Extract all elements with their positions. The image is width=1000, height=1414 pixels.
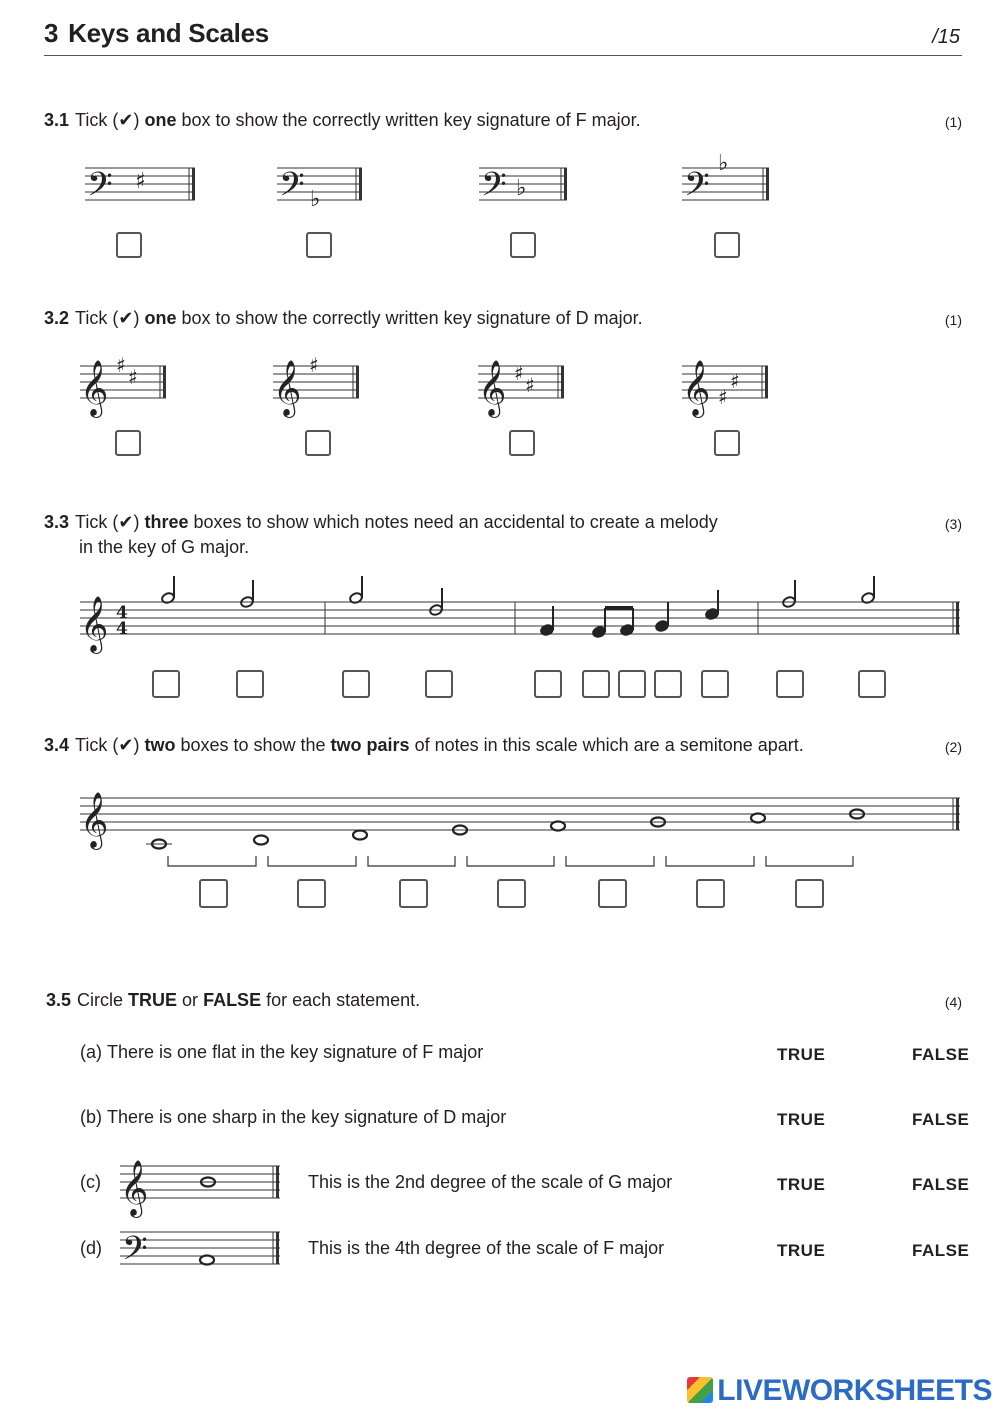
q-bold: one bbox=[144, 308, 177, 328]
q-bold: FALSE bbox=[203, 990, 262, 1010]
q-text: or bbox=[177, 990, 204, 1010]
marks-3-2: (1) bbox=[944, 312, 962, 328]
false-option-a[interactable]: FALSE bbox=[912, 1045, 970, 1064]
q-bold: two pairs bbox=[330, 735, 410, 755]
staff-3-2-c bbox=[478, 352, 564, 416]
statement-a bbox=[80, 1042, 483, 1063]
answer-box-3-3-1[interactable] bbox=[152, 670, 180, 698]
answer-box-3-1-a[interactable] bbox=[116, 232, 142, 258]
melody-staff-3-3 bbox=[80, 588, 960, 652]
tick-icon: ✔ bbox=[118, 512, 134, 532]
staff-d bbox=[120, 1228, 280, 1276]
answer-box-3-3-8[interactable] bbox=[654, 670, 682, 698]
question-number: 3.3 bbox=[44, 512, 70, 532]
staff-3-2-d bbox=[682, 352, 768, 416]
tick-icon: ✔ bbox=[118, 308, 134, 328]
bass-clef-icon: 𝄢 bbox=[122, 1230, 148, 1276]
question-3-2 bbox=[44, 308, 643, 329]
statement-b bbox=[80, 1107, 506, 1128]
logo-icon bbox=[687, 1377, 713, 1403]
q-text: Tick ( bbox=[75, 308, 119, 328]
statement-c-label: (c) bbox=[80, 1172, 101, 1192]
q-text: ) bbox=[133, 110, 145, 130]
sharp-icon: ♯ bbox=[116, 353, 126, 377]
question-number: 3.1 bbox=[44, 110, 70, 130]
sharp-icon: ♯ bbox=[514, 361, 524, 385]
time-signature-top: 4 bbox=[116, 603, 128, 623]
q-text: box to show the correctly written key signature of F major. bbox=[176, 110, 641, 130]
flat-icon: ♭ bbox=[718, 151, 729, 176]
answer-box-3-3-4[interactable] bbox=[425, 670, 453, 698]
flat-icon: ♭ bbox=[516, 176, 527, 201]
answer-box-3-1-d[interactable] bbox=[714, 232, 740, 258]
statement-d-label: (d) bbox=[80, 1238, 102, 1258]
statement-c-text: This is the 2nd degree of the scale of G major bbox=[308, 1172, 673, 1192]
statement-label: (b) bbox=[80, 1107, 102, 1127]
treble-clef-icon: 𝄞 bbox=[273, 360, 302, 416]
staff-3-1-b bbox=[277, 162, 362, 210]
answer-box-3-3-3[interactable] bbox=[342, 670, 370, 698]
sharp-icon: ♯ bbox=[525, 373, 535, 397]
note-whole bbox=[200, 1256, 214, 1265]
section-number: 3 bbox=[44, 18, 59, 48]
note-whole bbox=[751, 814, 765, 823]
answer-box-3-4-5[interactable] bbox=[598, 879, 627, 908]
answer-box-3-3-11[interactable] bbox=[858, 670, 886, 698]
q-text: of notes in this scale which are a semitone apart. bbox=[409, 735, 804, 755]
sharp-icon: ♯ bbox=[718, 385, 728, 409]
q-bold: TRUE bbox=[128, 990, 178, 1010]
question-3-1 bbox=[44, 110, 641, 131]
answer-box-3-2-d[interactable] bbox=[714, 430, 740, 456]
liveworksheets-logo[interactable] bbox=[687, 1374, 992, 1408]
q-bold: two bbox=[144, 735, 176, 755]
answer-box-3-4-4[interactable] bbox=[497, 879, 526, 908]
logo-text: LIVEWORKSHEETS bbox=[717, 1374, 992, 1407]
staff-3-1-c bbox=[479, 162, 567, 210]
section-title bbox=[44, 18, 269, 49]
question-3-3 bbox=[44, 512, 718, 533]
treble-clef-icon: 𝄞 bbox=[478, 360, 507, 416]
note-whole bbox=[353, 831, 367, 840]
flat-icon: ♭ bbox=[310, 187, 321, 212]
time-signature-bottom: 4 bbox=[116, 619, 128, 639]
q-text: box to show the correctly written key signature of D major. bbox=[176, 308, 643, 328]
question-3-4 bbox=[44, 735, 804, 756]
q-text: Circle bbox=[77, 990, 129, 1010]
scale-staff-3-4 bbox=[80, 790, 960, 880]
total-score: /15 bbox=[932, 26, 960, 48]
false-option-b[interactable]: FALSE bbox=[912, 1110, 970, 1129]
answer-box-3-2-a[interactable] bbox=[115, 430, 141, 456]
answer-box-3-2-b[interactable] bbox=[305, 430, 331, 456]
treble-clef-icon: 𝄞 bbox=[80, 360, 109, 416]
answer-box-3-1-b[interactable] bbox=[306, 232, 332, 258]
question-3-5 bbox=[46, 990, 420, 1011]
answer-box-3-1-c[interactable] bbox=[510, 232, 536, 258]
question-number: 3.5 bbox=[46, 990, 72, 1010]
false-option-d[interactable]: FALSE bbox=[912, 1241, 970, 1260]
answer-box-3-3-9[interactable] bbox=[701, 670, 729, 698]
statement-text: There is one flat in the key signature of F major bbox=[107, 1042, 484, 1062]
staff-3-2-a bbox=[80, 352, 166, 416]
q-text: ) bbox=[133, 308, 145, 328]
true-option-c[interactable]: TRUE bbox=[777, 1175, 826, 1194]
treble-clef-icon: 𝄞 bbox=[682, 360, 711, 416]
answer-box-3-3-7[interactable] bbox=[618, 670, 646, 698]
q-text: ) bbox=[133, 735, 145, 755]
answer-box-3-3-2[interactable] bbox=[236, 670, 264, 698]
tick-icon: ✔ bbox=[118, 735, 134, 755]
bass-clef-icon: 𝄢 bbox=[279, 166, 305, 212]
header-divider bbox=[44, 55, 962, 56]
statement-d-text: This is the 4th degree of the scale of F major bbox=[308, 1238, 665, 1258]
answer-box-3-4-7[interactable] bbox=[795, 879, 824, 908]
section-title-text: Keys and Scales bbox=[68, 18, 269, 48]
answer-box-3-2-c[interactable] bbox=[509, 430, 535, 456]
bass-clef-icon: 𝄢 bbox=[481, 166, 507, 212]
sharp-icon: ♯ bbox=[730, 369, 740, 393]
q-text: Tick ( bbox=[75, 735, 119, 755]
note-whole bbox=[254, 836, 268, 845]
answer-box-3-4-6[interactable] bbox=[696, 879, 725, 908]
marks-3-3: (3) bbox=[944, 516, 962, 532]
question-number: 3.2 bbox=[44, 308, 70, 328]
tick-icon: ✔ bbox=[118, 110, 134, 130]
answer-box-3-4-2[interactable] bbox=[297, 879, 326, 908]
sharp-icon: ♯ bbox=[309, 353, 319, 377]
marks-3-4: (2) bbox=[944, 739, 962, 755]
marks-3-1: (1) bbox=[944, 114, 962, 130]
q-bold: one bbox=[144, 110, 177, 130]
q-text: Tick ( bbox=[75, 512, 119, 532]
question-3-3-line2: in the key of G major. bbox=[79, 537, 250, 557]
staff-3-2-b bbox=[273, 352, 359, 416]
statement-label: (a) bbox=[80, 1042, 102, 1062]
staff-3-1-a bbox=[85, 162, 195, 210]
treble-clef-icon: 𝄞 bbox=[80, 596, 109, 652]
bass-clef-icon: 𝄢 bbox=[87, 166, 113, 212]
note-whole bbox=[551, 822, 565, 831]
answer-box-3-4-3[interactable] bbox=[399, 879, 428, 908]
answer-box-3-3-6[interactable] bbox=[582, 670, 610, 698]
q-text: boxes to show which notes need an accidental to create a melody bbox=[188, 512, 718, 532]
sharp-icon: ♯ bbox=[135, 169, 146, 194]
q-bold: three bbox=[144, 512, 189, 532]
q-text: for each statement. bbox=[261, 990, 421, 1010]
marks-3-5: (4) bbox=[944, 994, 962, 1010]
answer-box-3-3-5[interactable] bbox=[534, 670, 562, 698]
false-option-c[interactable]: FALSE bbox=[912, 1175, 970, 1194]
true-option-b[interactable]: TRUE bbox=[777, 1110, 826, 1129]
q-text: boxes to show the bbox=[175, 735, 331, 755]
question-number: 3.4 bbox=[44, 735, 70, 755]
bass-clef-icon: 𝄢 bbox=[684, 166, 710, 212]
sharp-icon: ♯ bbox=[128, 365, 138, 389]
staff-c bbox=[120, 1150, 280, 1216]
answer-box-3-3-10[interactable] bbox=[776, 670, 804, 698]
staff-3-1-d bbox=[682, 148, 769, 210]
true-option-a[interactable]: TRUE bbox=[777, 1045, 826, 1064]
q-text: Tick ( bbox=[75, 110, 119, 130]
q-text: ) bbox=[133, 512, 145, 532]
statement-text: There is one sharp in the key signature of D major bbox=[107, 1107, 507, 1127]
answer-box-3-4-1[interactable] bbox=[199, 879, 228, 908]
true-option-d[interactable]: TRUE bbox=[777, 1241, 826, 1260]
treble-clef-icon: 𝄞 bbox=[120, 1160, 149, 1216]
treble-clef-icon: 𝄞 bbox=[80, 792, 109, 848]
